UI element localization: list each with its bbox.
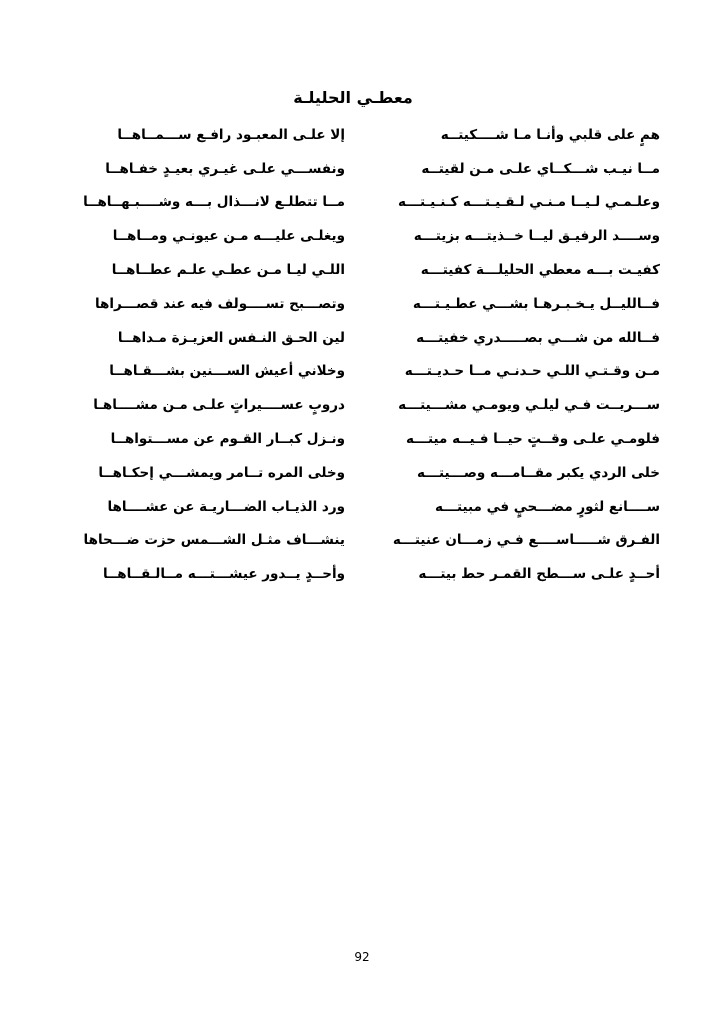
verse-second-hemistich: وخلاني أعيش الســـنين بشـــقـاهــا [109,363,345,380]
verse-first-hemistich: همٍ على قلبي وأنـا مـا شــــكيتــه [440,126,660,143]
verse-second-hemistich: ينشـــاف مثـل الشـــمس حزت ضـــحاها [83,532,345,549]
verse-first-hemistich: فلومـي علـى وقــتٍ حيــا فـيــه ميتـــه [405,431,660,448]
verse-row [95,321,660,355]
verse-row [95,287,660,321]
verse-second-hemistich: مــا تتطلـع لانـــذال بـــه وشــــبـهــاهــا [83,194,345,211]
verse-second-hemistich: اللـي ليـا مـن عطـي علـم عطــاهــا [111,262,345,279]
verse-first-hemistich: وســــد الرفيـق ليــا خــذيتـــه بزيتـــه [413,228,660,245]
verse-second-hemistich: إلا علـى المعبـود رافـع ســـمــاهــا [117,126,345,143]
verse-row [95,118,660,152]
verse-first-hemistich: أحــدٍ علـى ســـطح القمـر حط بيتـــه [418,566,660,583]
page-number: 92 [354,950,370,964]
verse-row [95,490,660,524]
verse-first-hemistich: مـن وقـتـي اللـي حـدنـي مــا حـديـتـــه [404,363,660,380]
verse-row [95,253,660,287]
verse-second-hemistich: ونـزل كبــار القـوم عن مســـتواهــا [110,431,345,448]
verse-second-hemistich: دروبٍ عســــيراتٍ علـى مـن مشــــاهـا [93,397,345,414]
verse-first-hemistich: فــالليــل يـخـبـرهـا بشـــي عطـيـتـــه [412,295,660,312]
verse-first-hemistich: فــالله من شـــي بصـــــدري خفيتـــه [416,329,660,346]
verse-row [83,186,660,220]
verse-row [95,355,660,389]
verse-row [95,219,660,253]
verse-first-hemistich: ســــانع لثورٍ مضـــحيٍ في مبيتـــه [434,498,660,515]
verse-first-hemistich: وعلـمـي لـيــا مـنـي لـقـيـتـــه كـنـيـتـــه [397,194,660,211]
verse-first-hemistich: الفـرق شـــــاســــع فـي زمـــان عنيتـــه [392,532,660,549]
verse-second-hemistich: ورد الذيـاب الضـــاريـة عن عشــــاها [107,498,345,515]
verse-row [95,388,660,422]
poem-title: معطـي الحليلـة [293,88,413,107]
verse-second-hemistich: وتصـــبح تســــولف فيه عند قصـــراها [94,295,345,312]
verse-second-hemistich: وخلى المره تــامر ويمشـــي إحكـاهــا [98,464,345,481]
verse-first-hemistich: مــا نيـب شـــكــاي علـى مـن لقيتــه [421,160,660,177]
verse-second-hemistich: ونفســـي علـى غيـري بعيـدٍ خفـاهــا [105,160,345,177]
verse-first-hemistich: ســـريــت فـي ليلـي ويومـي مشـــيتـــه [398,397,660,414]
verse-first-hemistich: خلى الردي يكبر مقــامـــه وصـــيتـــه [416,464,660,481]
verse-row [95,456,660,490]
verse-row [95,422,660,456]
verse-second-hemistich: لين الحـق النـفس العزيـزة مـداهــا [117,329,345,346]
verse-list [83,118,660,591]
verse-second-hemistich: وأحــدٍ يــدور عيشـــتـــه مــالـقــاهــا [103,566,345,583]
verse-second-hemistich: ويغلـى عليـــه مـن عيونـي ومــاهــا [112,228,345,245]
verse-row [95,152,660,186]
verse-row [83,524,660,558]
verse-row [95,557,660,591]
verse-first-hemistich: كفيـت بـــه معطي الحليلـــة كفيتـــه [420,262,660,279]
